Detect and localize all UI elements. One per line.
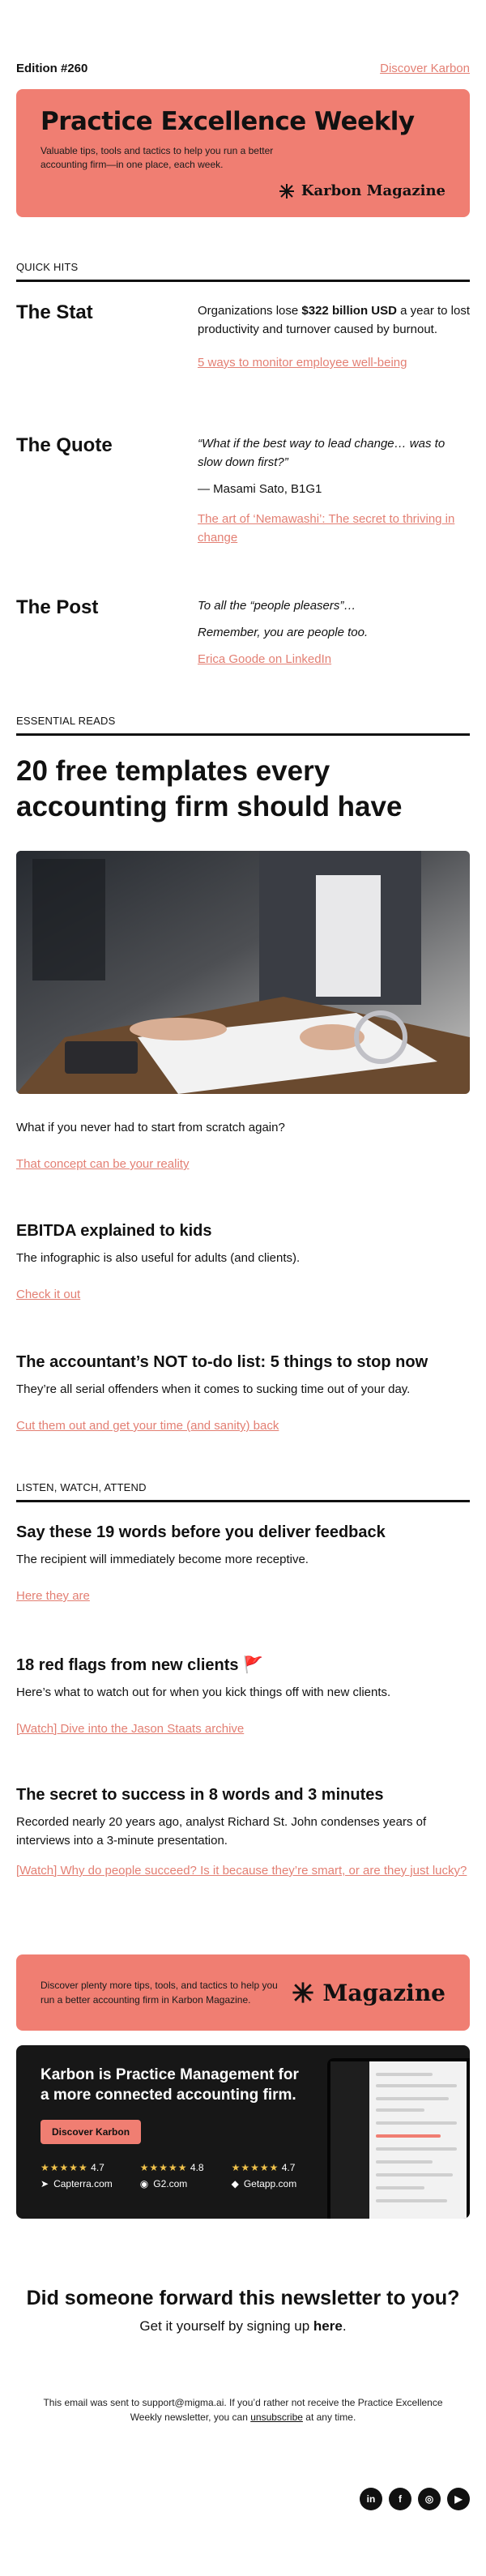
post-link[interactable]: Erica Goode on LinkedIn <box>198 652 332 666</box>
section-label: LISTEN, WATCH, ATTEND <box>16 1481 470 1502</box>
quote-block <box>16 434 470 555</box>
g2-icon: ◉ <box>139 2178 149 2189</box>
stars-icon: ★★★★★ <box>231 2162 279 2173</box>
social-links <box>16 2488 470 2510</box>
karbon-mark-icon <box>292 1981 314 2004</box>
header <box>16 58 470 78</box>
item-link[interactable]: Here they are <box>16 1589 90 1603</box>
discover-karbon-button[interactable]: Discover Karbon <box>40 2120 141 2144</box>
stat-text: Organizations lose $322 billion USD a year to lost productivity and turnover caused by burnout. <box>198 304 470 336</box>
hero-subtitle: Valuable tips, tools and tactics to help you run a better accounting firm—in one place, each week. <box>40 145 274 170</box>
stat-block <box>16 301 470 380</box>
quote-author: — Masami Sato, B1G1 <box>198 482 322 496</box>
item-link[interactable]: [Watch] Why do people succeed? Is it because they’re smart, or are they just lucky? <box>16 1864 467 1878</box>
hero-title: Practice Excellence Weekly <box>40 107 415 136</box>
article-title[interactable]: EBITDA explained to kids <box>16 1222 212 1240</box>
post-line-1: To all the “people pleasers”… <box>198 599 356 613</box>
stat-heading: The Stat <box>16 301 93 323</box>
article-ebitda <box>16 1222 470 1304</box>
post-heading: The Post <box>16 596 99 618</box>
listen-section <box>16 1481 470 1502</box>
karbon-mark-icon <box>279 183 295 199</box>
quick-hits-section <box>16 261 470 282</box>
linkedin-icon[interactable]: in <box>360 2488 382 2510</box>
brand-logo <box>279 182 446 199</box>
instagram-icon[interactable]: ◎ <box>418 2488 441 2510</box>
magazine-name: Magazine <box>322 1979 446 2006</box>
quote-heading: The Quote <box>16 434 113 456</box>
article-title[interactable]: The accountant’s NOT to-do list: 5 things to stop now <box>16 1353 428 1371</box>
getapp-icon: ◆ <box>231 2178 239 2189</box>
forward-text: Get it yourself by signing up here. <box>139 2318 347 2334</box>
accountant-photo-illustration <box>16 851 470 1094</box>
feature-title[interactable]: 20 free templates every accounting firm should have <box>16 755 403 822</box>
unsubscribe-link[interactable]: unsubscribe <box>250 2412 303 2423</box>
magazine-promo[interactable] <box>16 1954 470 2031</box>
facebook-icon[interactable]: f <box>389 2488 411 2510</box>
hero-banner <box>16 89 470 217</box>
discover-karbon-link[interactable]: Discover Karbon <box>380 61 470 75</box>
item-link[interactable]: [Watch] Dive into the Jason Staats archive <box>16 1722 245 1736</box>
article-link[interactable]: Cut them out and get your time (and sanity) back <box>16 1419 279 1433</box>
stat-link[interactable]: 5 ways to monitor employee well-being <box>198 356 407 370</box>
listen-item-red-flags <box>16 1655 470 1738</box>
app-screenshot-mockup <box>327 2058 470 2219</box>
post-line-2: Remember, you are people too. <box>198 626 369 639</box>
rating-g2: ★★★★★ 4.8 ◉ G2.com <box>139 2162 204 2189</box>
section-label: QUICK HITS <box>16 261 470 282</box>
item-title[interactable]: 18 red flags from new clients 🚩 <box>16 1656 263 1674</box>
essential-reads-section <box>16 715 470 736</box>
item-body: Here’s what to watch out for when you kick things off with new clients. <box>16 1685 391 1699</box>
item-title[interactable]: The secret to success in 8 words and 3 minutes <box>16 1786 384 1804</box>
feature-link[interactable]: That concept can be your reality <box>16 1157 190 1171</box>
feature-body: What if you never had to start from scratch again? <box>16 1121 285 1134</box>
post-block <box>16 596 470 677</box>
forward-block <box>16 2287 470 2335</box>
youtube-icon[interactable]: ▶ <box>447 2488 470 2510</box>
banner-title: Karbon is Practice Management for a more connected accounting firm. <box>40 2066 299 2104</box>
article-body: The infographic is also useful for adults (and clients). <box>16 1251 301 1265</box>
signup-link[interactable]: here <box>313 2318 343 2334</box>
magazine-logo <box>292 1980 446 2006</box>
article-not-todo <box>16 1353 470 1435</box>
brand-name: Karbon Magazine <box>301 182 446 199</box>
article-link[interactable]: Check it out <box>16 1288 81 1301</box>
feature-article <box>16 754 470 825</box>
article-body: They’re all serial offenders when it comes to sucking time out of your day. <box>16 1382 411 1396</box>
stars-icon: ★★★★★ <box>40 2162 88 2173</box>
rating-capterra: ★★★★★ 4.7 ➤ Capterra.com <box>40 2162 113 2189</box>
karbon-banner[interactable] <box>16 2045 470 2219</box>
item-body: Recorded nearly 20 years ago, analyst Richard St. John condenses years of interviews into a 3-minute presentation. <box>16 1815 427 1848</box>
quote-text: “What if the best way to lead change… was to slow down first?” <box>198 437 446 469</box>
item-title[interactable]: Say these 19 words before you deliver feedback <box>16 1523 386 1541</box>
footer-text: This email was sent to support@migma.ai. If you’d rather not receive the Practice Excellence Weekly newsletter, you can unsubscribe at any time. <box>43 2397 443 2423</box>
edition-label: Edition #260 <box>16 61 88 75</box>
promo-text: Discover plenty more tips, tools, and tactics to help you run a better accounting firm in Karbon Magazine. <box>40 1980 278 2006</box>
capterra-icon: ➤ <box>40 2178 49 2189</box>
feature-body-block <box>16 1118 470 1173</box>
listen-item-feedback <box>16 1523 470 1605</box>
forward-title: Did someone forward this newsletter to you? <box>26 2287 460 2309</box>
feature-image[interactable] <box>16 851 470 1094</box>
listen-item-success <box>16 1786 470 1880</box>
rating-getapp: ★★★★★ 4.7 ◆ Getapp.com <box>231 2162 297 2189</box>
item-body: The recipient will immediately become more receptive. <box>16 1553 309 1566</box>
section-label: ESSENTIAL READS <box>16 715 470 736</box>
quote-link[interactable]: The art of ‘Nemawashi’: The secret to thriving in change <box>198 512 455 545</box>
stars-icon: ★★★★★ <box>139 2162 188 2173</box>
